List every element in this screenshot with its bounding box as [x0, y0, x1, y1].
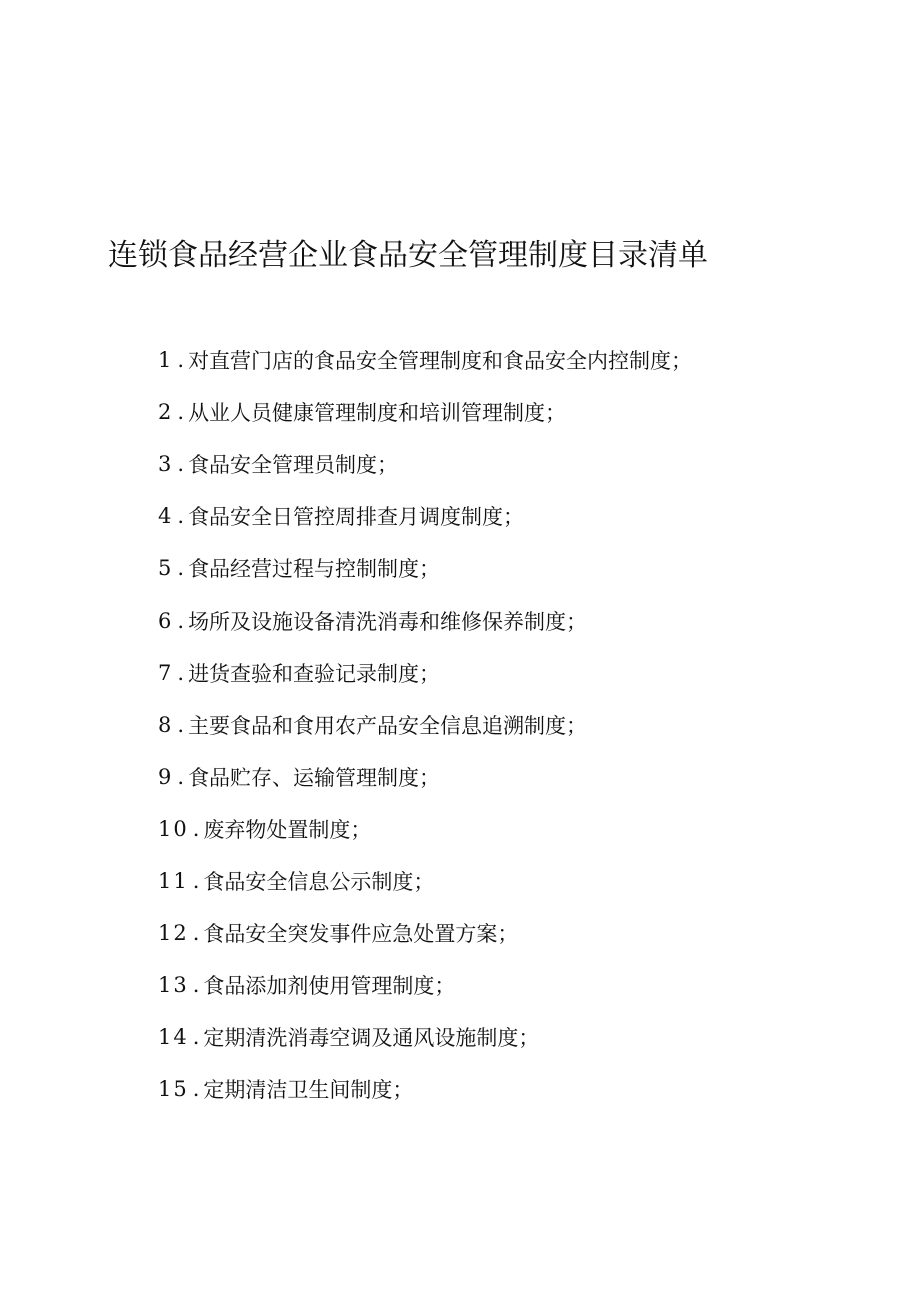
document-title: 连锁食品经营企业食品安全管理制度目录清单 [108, 238, 708, 273]
item-number: 11 [158, 868, 189, 893]
item-text: 主要食品和食用农产品安全信息追溯制度； [188, 713, 588, 738]
list-item [158, 803, 692, 855]
list-item [158, 594, 692, 646]
list-item [158, 490, 692, 542]
item-separator: . [177, 556, 185, 581]
item-text: 对直营门店的食品安全管理制度和食品安全内控制度； [188, 349, 693, 374]
item-number: 13 [158, 973, 189, 998]
item-number: 10 [158, 816, 189, 841]
list-item [158, 699, 692, 751]
item-separator: . [177, 712, 185, 737]
item-text: 食品安全突发事件应急处置方案； [203, 922, 519, 947]
item-separator: . [177, 660, 185, 685]
item-text: 进货查验和查验记录制度； [188, 661, 441, 686]
item-separator: . [177, 400, 185, 425]
item-text: 食品安全信息公示制度； [203, 869, 435, 894]
item-number: 1 [158, 348, 174, 373]
item-text: 场所及设施设备清洗消毒和维修保养制度； [188, 609, 588, 634]
item-number: 2 [158, 400, 174, 425]
item-number: 9 [158, 764, 174, 789]
item-number: 12 [158, 921, 189, 946]
list-item [158, 542, 692, 594]
list-item [158, 1011, 692, 1063]
item-number: 7 [158, 660, 174, 685]
list-item [158, 959, 692, 1011]
item-number: 6 [158, 608, 174, 633]
item-separator: . [177, 452, 185, 477]
item-separator: . [192, 868, 200, 893]
list-item [158, 751, 692, 803]
item-number: 8 [158, 712, 174, 737]
item-separator: . [192, 973, 200, 998]
list-item [158, 907, 692, 959]
item-number: 3 [158, 452, 174, 477]
item-separator: . [177, 608, 185, 633]
item-number: 4 [158, 504, 174, 529]
item-separator: . [177, 764, 185, 789]
list-item [158, 334, 692, 386]
list-item [158, 438, 692, 490]
item-number: 15 [158, 1077, 189, 1102]
regulation-list [158, 334, 692, 1115]
item-number: 5 [158, 556, 174, 581]
item-text: 定期清洗消毒空调及通风设施制度； [203, 1026, 540, 1051]
list-item [158, 1063, 692, 1115]
item-separator: . [192, 1025, 200, 1050]
item-text: 食品添加剂使用管理制度； [203, 974, 456, 999]
item-number: 14 [158, 1025, 189, 1050]
item-separator: . [177, 348, 185, 373]
list-item [158, 647, 692, 699]
item-separator: . [192, 1077, 200, 1102]
item-text: 定期清洁卫生间制度； [203, 1078, 414, 1103]
item-separator: . [192, 921, 200, 946]
item-text: 食品安全日管控周排查月调度制度； [188, 505, 525, 530]
item-text: 从业人员健康管理制度和培训管理制度； [188, 401, 567, 426]
item-text: 废弃物处置制度； [203, 817, 372, 842]
item-separator: . [192, 816, 200, 841]
list-item [158, 855, 692, 907]
item-text: 食品经营过程与控制制度； [188, 557, 441, 582]
item-text: 食品贮存、运输管理制度； [188, 765, 441, 790]
list-item [158, 386, 692, 438]
item-separator: . [177, 504, 185, 529]
item-text: 食品安全管理员制度； [188, 453, 399, 478]
